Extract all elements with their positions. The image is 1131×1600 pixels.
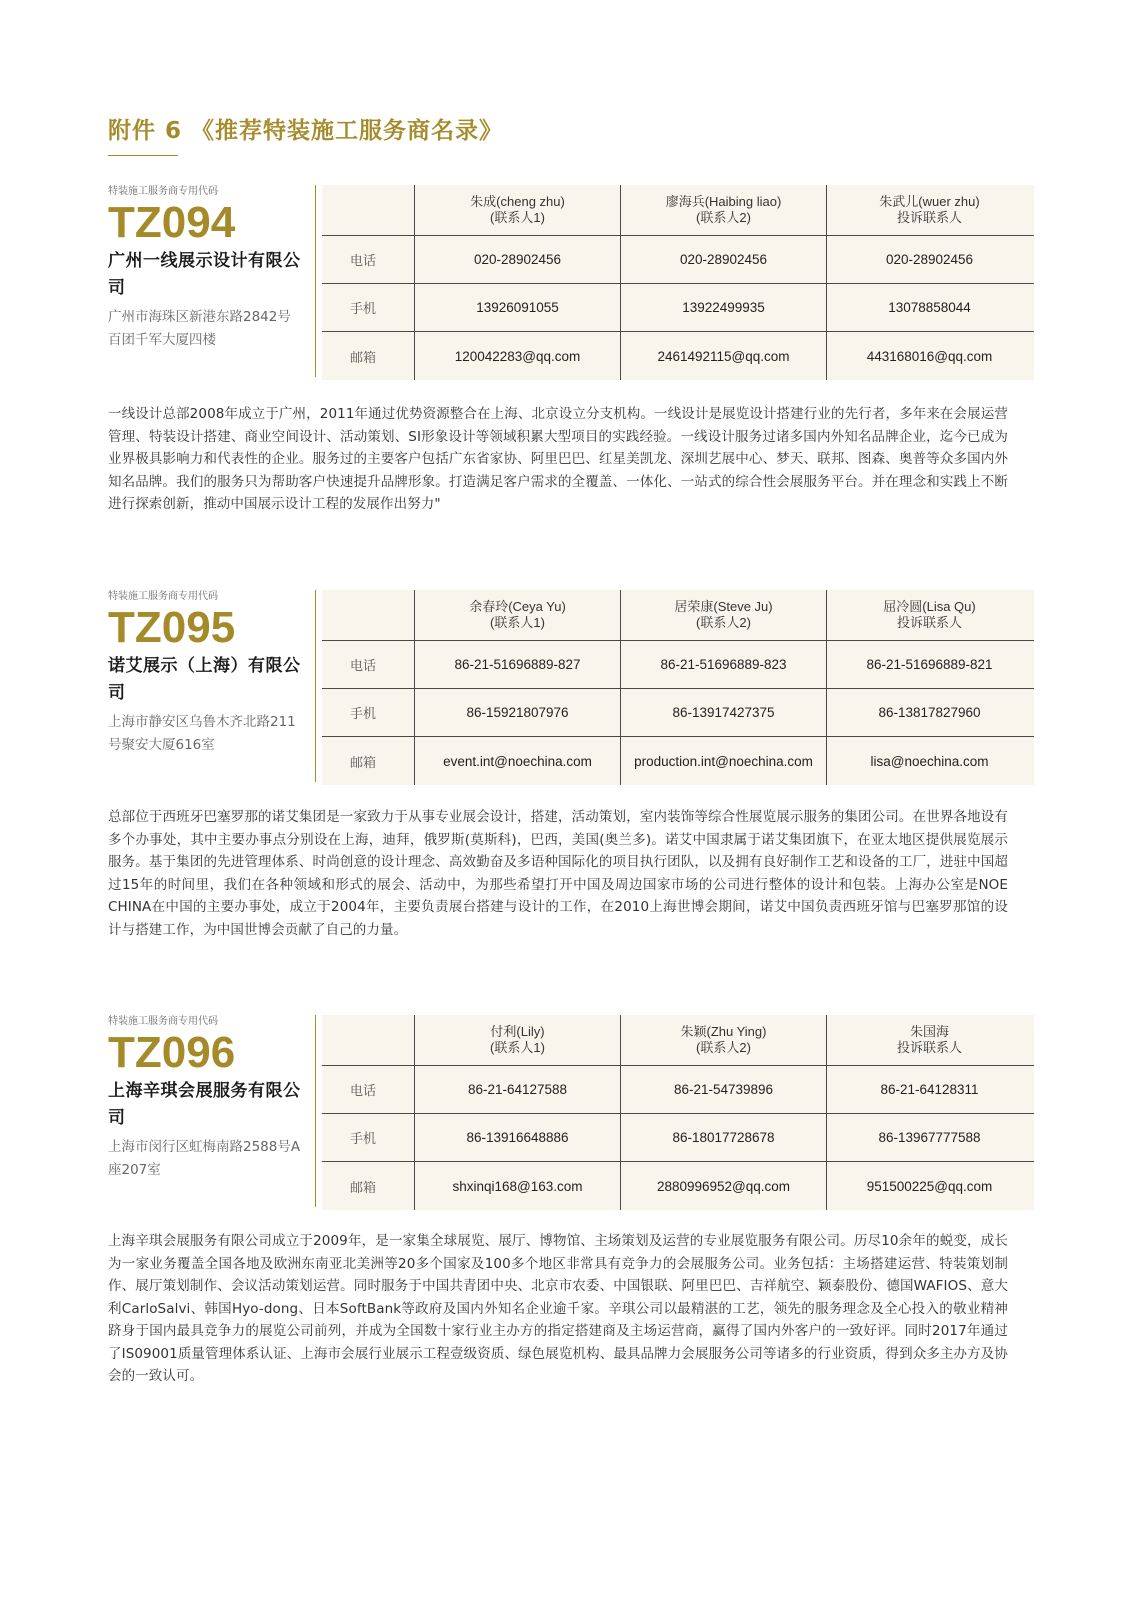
email-link[interactable]: 443168016@qq.com xyxy=(826,332,1032,380)
contact-header xyxy=(620,590,826,640)
company-name: 广州一线展示设计有限公司 xyxy=(108,251,301,298)
page-title: 附件 6 《推荐特装施工服务商名录》 xyxy=(108,118,504,144)
row-label: 电话 xyxy=(350,659,377,674)
phone-value: 020-28902456 xyxy=(826,236,1032,283)
contact-header xyxy=(620,185,826,235)
company-address: 上海市闵行区虹梅南路2588号A座207室 xyxy=(108,1139,301,1178)
table-header-row xyxy=(322,590,1034,641)
contact-role: 投诉联系人 xyxy=(896,210,962,225)
mobile-value: 86-18017728678 xyxy=(620,1114,826,1161)
company-description: 总部位于西班牙巴塞罗那的诺艾集团是一家致力于从事专业展会设计，搭建，活动策划，室内装饰等综合性展览展示服务的集团公司。在世界各地设有多个办事处，其中主要办事点分别设在上海，迪拜，俄罗斯(莫斯科)，巴西，美国(奥兰多)。诺艾中国隶属于诺艾集团旗下，在亚太地区提供展览展示服务。基于集团的先进管理体系、时尚创意的设计理念、高效勤奋及多语种国际化的项目执行团队，以及拥有良好制作工艺和设备的工厂，进驻中国超过15年的时间里，我们在各种领域和形式的展会、活动中，为那些希望打开中国及周边国家市场的公司进行整体的设计和包装。上海办公室是NOE CHINA在中国的主要办事处，成立于2004年，主要负责展台搭建与设计的工作，在2010上海世博会期间，诺艾中国负责西班牙馆与巴塞罗那馆的设计与搭建工作，为中国世博会贡献了自己的力量。 xyxy=(108,809,1008,938)
phone-value: 86-21-51696889-821 xyxy=(826,641,1032,688)
phone-value: 86-21-64128311 xyxy=(826,1066,1032,1113)
contact-name: 朱国海 xyxy=(909,1024,949,1039)
phone-value: 86-21-54739896 xyxy=(620,1066,826,1113)
code-label: 特装施工服务商专用代码 xyxy=(108,186,218,197)
phone-value: 020-28902456 xyxy=(620,236,826,283)
mobile-value: 86-13917427375 xyxy=(620,689,826,736)
code-label: 特装施工服务商专用代码 xyxy=(108,591,218,602)
contact-header xyxy=(826,185,1032,235)
corner-cell xyxy=(322,1015,414,1065)
email-link[interactable]: 951500225@qq.com xyxy=(826,1162,1032,1210)
company-info xyxy=(108,590,303,757)
divider-line xyxy=(315,185,316,377)
mobile-value: 13926091055 xyxy=(414,284,620,331)
table-row-phone xyxy=(322,236,1034,284)
table-row-phone xyxy=(322,1066,1034,1114)
mobile-value: 13922499935 xyxy=(620,284,826,331)
contact-name: 屈冷圆(Lisa Qu) xyxy=(883,599,976,614)
row-label: 手机 xyxy=(350,302,377,317)
contact-name: 朱成(cheng zhu) xyxy=(470,194,565,209)
contact-name: 余春玲(Ceya Yu) xyxy=(469,599,566,614)
contact-header xyxy=(414,185,620,235)
email-link[interactable]: production.int@noechina.com xyxy=(620,737,826,785)
email-link[interactable]: 2461492115@qq.com xyxy=(620,332,826,380)
divider-line xyxy=(315,590,316,782)
contact-name: 廖海兵(Haibing liao) xyxy=(665,194,782,209)
phone-value: 020-28902456 xyxy=(414,236,620,283)
contact-role: (联系人1) xyxy=(490,1040,545,1055)
company-address: 上海市静安区乌鲁木齐北路211号聚安大厦616室 xyxy=(108,714,296,753)
email-link[interactable]: 2880996952@qq.com xyxy=(620,1162,826,1210)
phone-value: 86-21-51696889-827 xyxy=(414,641,620,688)
table-row-mobile xyxy=(322,689,1034,737)
company-code: TZ096 xyxy=(108,1028,236,1077)
contact-table xyxy=(322,590,1034,785)
company-code: TZ094 xyxy=(108,198,236,247)
row-label: 手机 xyxy=(350,1132,377,1147)
corner-cell xyxy=(322,185,414,235)
contact-header xyxy=(414,590,620,640)
company-name: 诺艾展示（上海）有限公司 xyxy=(108,656,301,703)
contact-role: (联系人2) xyxy=(696,615,751,630)
mobile-value: 86-13967777588 xyxy=(826,1114,1032,1161)
corner-cell xyxy=(322,590,414,640)
table-row-email xyxy=(322,332,1034,380)
email-link[interactable]: shxinqi168@163.com xyxy=(414,1162,620,1210)
company-description: 上海辛琪会展服务有限公司成立于2009年，是一家集全球展览、展厅、博物馆、主场策划及运营的专业展览服务有限公司。历尽10余年的蜕变，成长为一家业务覆盖全国各地及欧洲东南亚北美洲等20多个国家及100多个地区非常具有竞争力的会展服务公司。业务包括：主场搭建运营、特装策划制作、展厅策划制作、会议活动策划运营。同时服务于中国共青团中央、北京市农委、中国银联、阿里巴巴、吉祥航空、颖泰股份、德国WAFIOS、意大利CarloSalvi、韩国Hyo-dong、日本SoftBank等政府及国内外知名企业逾千家。辛琪公司以最精湛的工艺，领先的服务理念及全心投入的敬业精神跻身于国内最具竞争力的展览公司前列，并成为全国数十家行业主办方的指定搭建商及主场运营商，赢得了国内外客户的一致好评。同时2017年通过了IS09001质量管理体系认证、上海市会展行业展示工程壹级资质、绿色展览机构、最具品牌力会展服务公司等诸多的行业资质，得到众多主办方及协会的一致认可。 xyxy=(108,1233,1008,1384)
email-link[interactable]: 120042283@qq.com xyxy=(414,332,620,380)
table-row-email xyxy=(322,1162,1034,1210)
table-row-mobile xyxy=(322,1114,1034,1162)
mobile-value: 86-15921807976 xyxy=(414,689,620,736)
company-name: 上海辛琪会展服务有限公司 xyxy=(108,1081,301,1128)
mobile-value: 86-13817827960 xyxy=(826,689,1032,736)
row-label: 电话 xyxy=(350,1084,377,1099)
email-link[interactable]: event.int@noechina.com xyxy=(414,737,620,785)
contact-role: (联系人1) xyxy=(490,615,545,630)
company-description: 一线设计总部2008年成立于广州，2011年通过优势资源整合在上海、北京设立分支机构。一线设计是展览设计搭建行业的先行者，多年来在会展运营管理、特装设计搭建、商业空间设计、活动策划、SI形象设计等领域积累大型项目的实践经验。一线设计服务过诸多国内外知名品牌企业，迄今已成为业界极具影响力和代表性的企业。服务过的主要客户包括广东省家协、阿里巴巴、红星美凯龙、深圳艺展中心、梦天、联邦、图森、奥普等众多国内外知名品牌。我们的服务只为帮助客户快速提升品牌形象。打造满足客户需求的全覆盖、一体化、一站式的综合性会展服务平台。并在理念和实践上不断进行探索创新，推动中国展示设计工程的发展作出努力" xyxy=(108,406,1008,512)
contact-table xyxy=(322,1015,1034,1210)
table-row-phone xyxy=(322,641,1034,689)
row-label: 邮箱 xyxy=(350,1180,377,1196)
contact-name: 朱武儿(wuer zhu) xyxy=(879,194,980,209)
contact-role: (联系人2) xyxy=(696,210,751,225)
company-info xyxy=(108,185,303,352)
contact-name: 居荣康(Steve Ju) xyxy=(674,599,773,614)
company-address: 广州市海珠区新港东路2842号百团千军大厦四楼 xyxy=(108,309,291,348)
row-label: 邮箱 xyxy=(350,350,377,366)
code-label: 特装施工服务商专用代码 xyxy=(108,1016,218,1027)
contact-header xyxy=(414,1015,620,1065)
row-label: 手机 xyxy=(350,707,377,722)
table-header-row xyxy=(322,1015,1034,1066)
table-row-mobile xyxy=(322,284,1034,332)
phone-value: 86-21-64127588 xyxy=(414,1066,620,1113)
contact-header xyxy=(826,590,1032,640)
contact-name: 付利(Lily) xyxy=(490,1024,545,1039)
mobile-value: 13078858044 xyxy=(826,284,1032,331)
company-info xyxy=(108,1015,303,1182)
contact-role: 投诉联系人 xyxy=(896,615,962,630)
contact-role: (联系人1) xyxy=(490,210,545,225)
table-row-email xyxy=(322,737,1034,785)
company-code: TZ095 xyxy=(108,603,236,652)
row-label: 邮箱 xyxy=(350,755,377,771)
contact-role: 投诉联系人 xyxy=(896,1040,962,1055)
phone-value: 86-21-51696889-823 xyxy=(620,641,826,688)
email-link[interactable]: lisa@noechina.com xyxy=(826,737,1032,785)
contact-header xyxy=(620,1015,826,1065)
contact-name: 朱颖(Zhu Ying) xyxy=(680,1024,767,1039)
divider-line xyxy=(315,1015,316,1207)
contact-header xyxy=(826,1015,1032,1065)
contact-table xyxy=(322,185,1034,380)
title-underline xyxy=(108,155,178,156)
mobile-value: 86-13916648886 xyxy=(414,1114,620,1161)
contact-role: (联系人2) xyxy=(696,1040,751,1055)
table-header-row xyxy=(322,185,1034,236)
row-label: 电话 xyxy=(350,254,377,269)
